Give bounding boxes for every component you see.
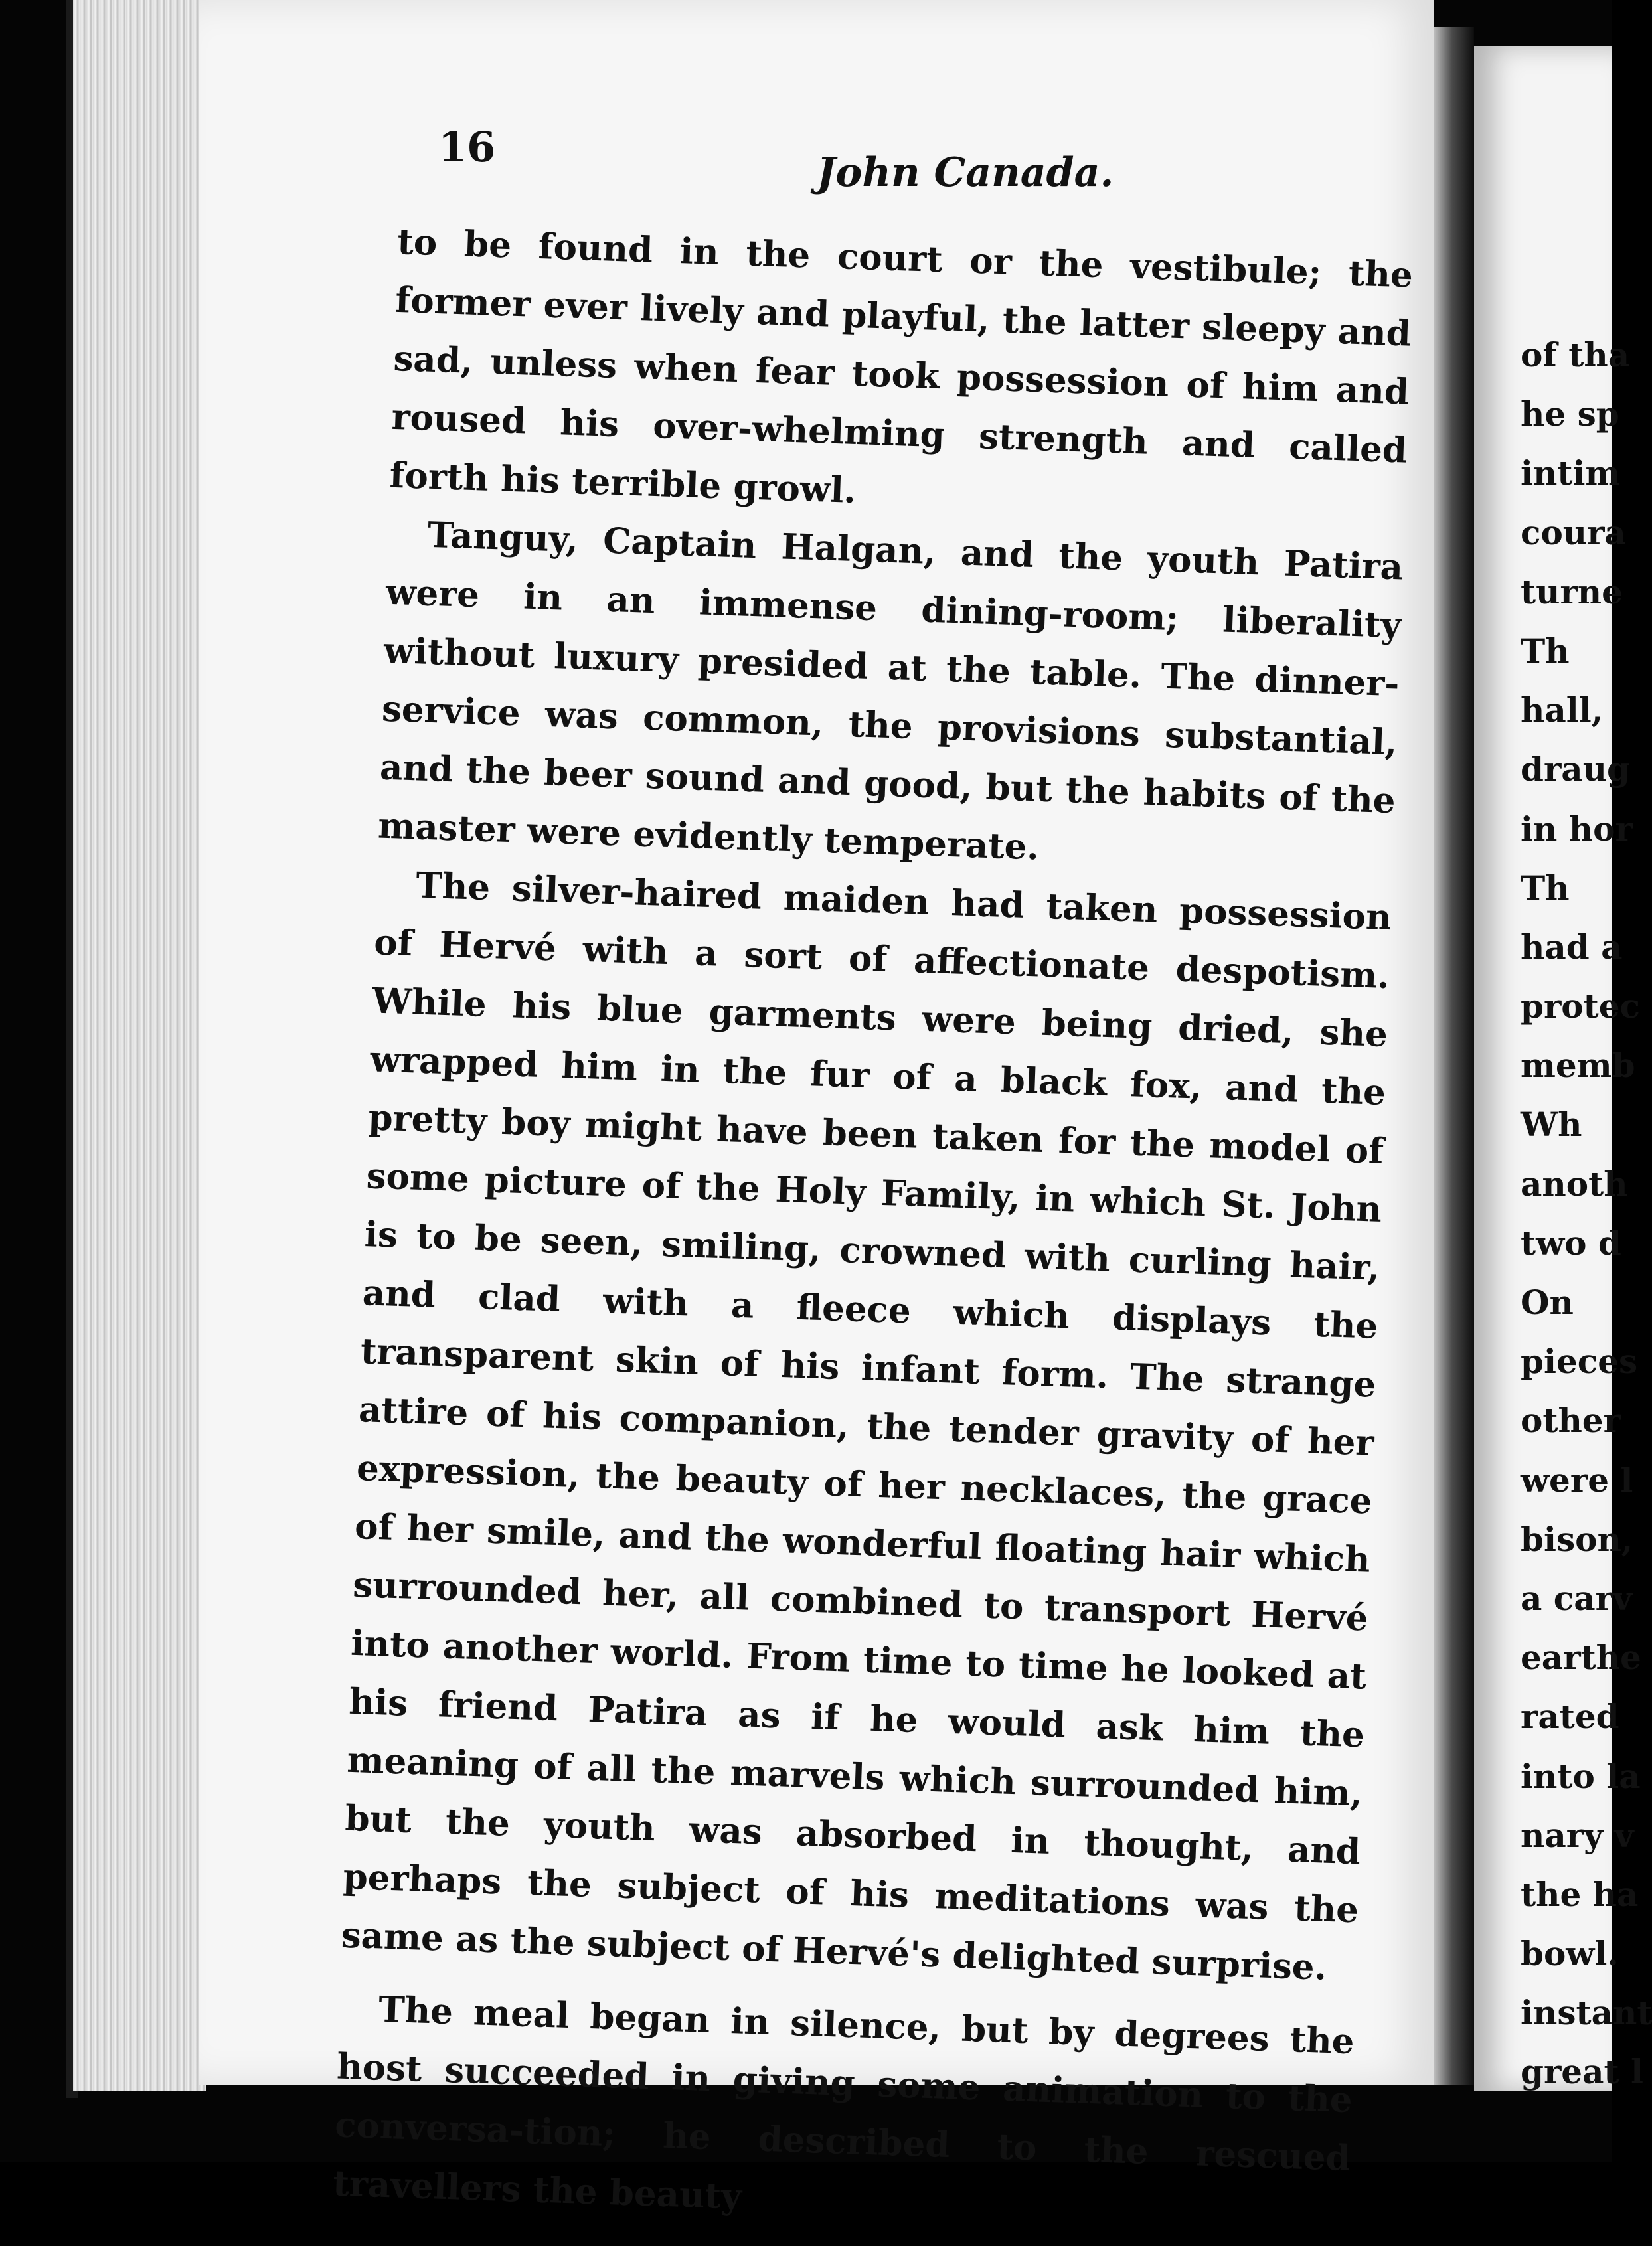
right-page-line: coura [1521,513,1626,552]
right-page-line: he sp [1521,394,1619,434]
gutter-shadow [1434,27,1474,2085]
right-page-line: had a [1521,927,1623,967]
right-page-line: anoth [1521,1164,1628,1204]
right-page-line: nary v [1521,1815,1634,1855]
right-page-line: hall, [1521,690,1604,730]
right-page-line: protec [1521,987,1641,1026]
right-page-line: turne [1521,572,1623,611]
right-page-line: On [1521,1283,1574,1322]
right-page-line: bison, [1521,1519,1633,1559]
right-page-line: intim [1521,453,1621,493]
right-page-line: Th [1521,631,1570,671]
right-page-line: in hor [1521,809,1633,848]
right-page-line: draug [1521,750,1631,789]
right-page-line: earthe [1521,1638,1641,1678]
right-page-text [1521,325,1652,2102]
paragraph: Tanguy, Captain Halgan, and the youth Patira were in an immense dining-room; liberality without luxury presided at the table. The dinner-service was common, the provisions substantial, and the beer sound and good, but the habits of the master were evidently temperate. [377,514,1404,868]
right-page-line: a carv [1521,1578,1633,1618]
paragraph: The silver-haired maiden had taken possession of Hervé with a sort of affectionate despotism. While his blue garments were being dried, she wrapped him in the fur of a black fox, and the pretty boy might have been taken for the model of some picture of the Holy Family, in which St. John is to be seen, smiling, crowned with curling hair, and clad with a fleece which displays the transparent skin of his infant form. The strange attire of his companion, the tender gravity of her expression, the beauty of her necklaces, the grace of her smile, and the wonderful floating hair which surrounded her, all combined to transport Hervé into another world. From time to time he looked at his friend Patira as if he would ask him the meaning of all the marvels which surrounded him, but the youth was absorbed in thought, and perhaps the subject of his meditations was the same as the subject of Hervé's delighted surprise. [340,864,1392,1988]
right-page-line: of tha [1521,335,1630,374]
page-number: 16 [438,123,496,171]
right-page-line: other [1521,1401,1621,1441]
right-page-line: rated [1521,1697,1619,1737]
right-page-line: were l [1521,1460,1633,1500]
paragraph: to be found in the court or the vestibule; the former ever lively and playful, the latter sleepy and sad, unless when fear took possession of him and roused his over-whelming strength and called forth his terrible growl. [388,220,1414,512]
right-page-line: Th [1521,868,1570,908]
right-page-line: the ha [1521,1874,1639,1914]
right-page [1474,46,1652,2092]
right-page-line: great l [1521,2052,1644,2092]
body-text [332,212,1414,2246]
right-page-line: into la [1521,1756,1641,1796]
page-stack-edges [73,0,206,2091]
running-head: John Canada. [817,149,1114,196]
right-page-line: bowl. [1521,1934,1619,1974]
paragraph: The meal began in silence, but by degrees the host succeeded in giving some animation to the conversa-tion; he described to the rescued travellers the beauty [332,1988,1355,2217]
right-page-line: two d [1521,1223,1621,1263]
right-page-line: Wh [1521,1105,1582,1145]
right-page-line: instant [1521,1993,1652,2033]
right-page-line: pieces [1521,1342,1638,1382]
right-page-line: memb [1521,1046,1635,1085]
